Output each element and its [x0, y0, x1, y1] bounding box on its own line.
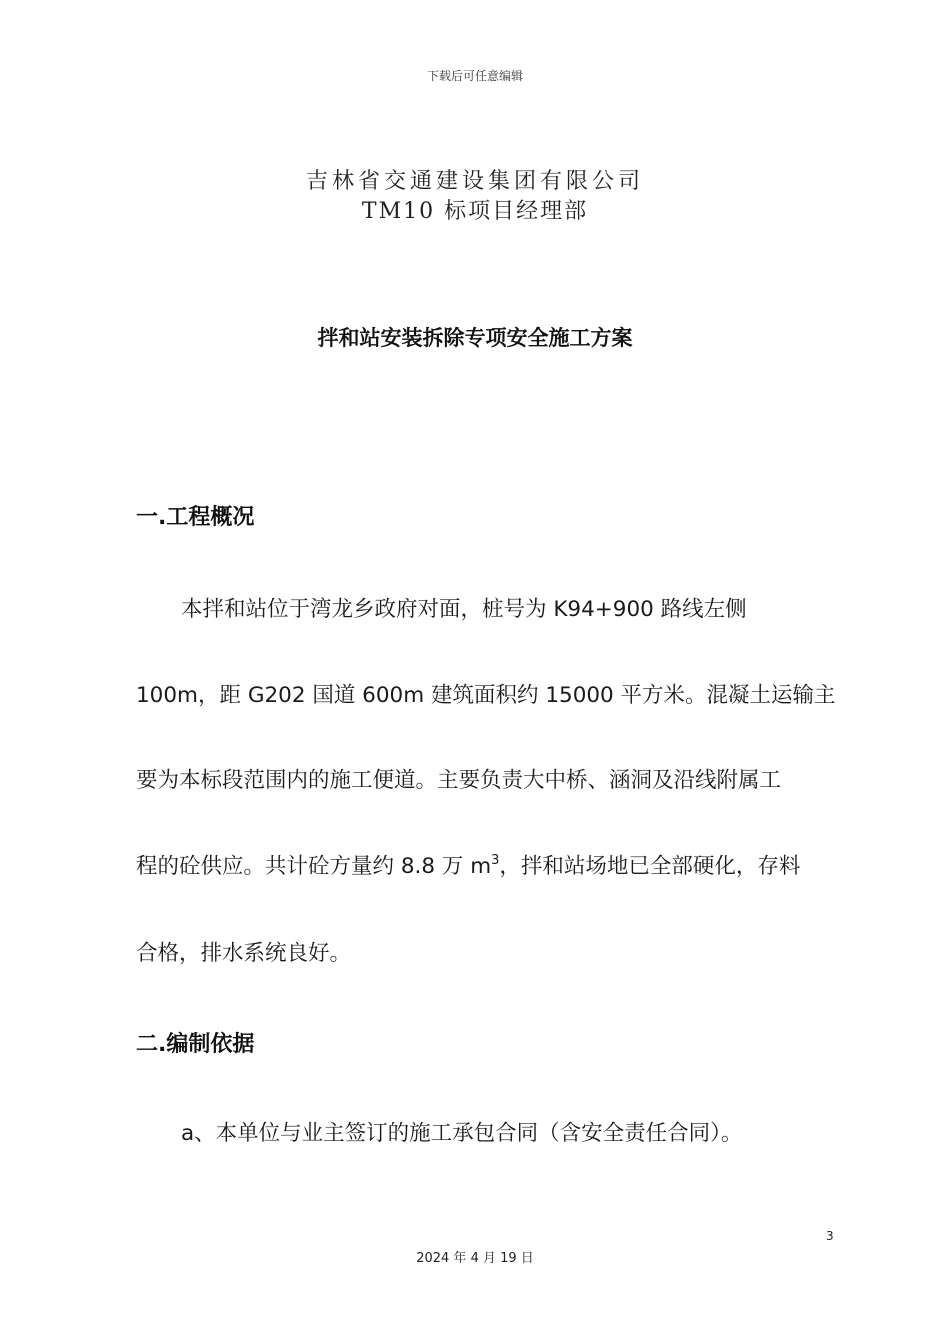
- company-name: 吉林省交通建设集团有限公司: [305, 169, 644, 194]
- paragraph-text: ，拌和站场地已全部硬化，存料: [499, 854, 801, 879]
- superscript-exponent: 3: [491, 853, 500, 868]
- header-note: 下载后可任意编辑: [426, 69, 523, 83]
- section-heading-basis: 二.编制依据: [136, 1032, 255, 1057]
- paragraph-text: 程的砼供应。共计砼方量约 8.8 万 m: [136, 854, 492, 879]
- footer-date: 2024 年 4 月 19 日: [416, 1251, 534, 1266]
- paragraph-line: 要为本标段范围内的施工便道。主要负责大中桥、涵洞及沿线附属工: [136, 768, 782, 793]
- document-title: 拌和站安装拆除专项安全施工方案: [317, 326, 633, 350]
- project-department: TM10 标项目经理部: [361, 199, 589, 224]
- paragraph-line: a、本单位与业主签订的施工承包合同（含安全责任合同）。: [181, 1121, 743, 1146]
- paragraph-line: 100m，距 G202 国道 600m 建筑面积约 15000 平方米。混凝土运输主: [136, 683, 836, 708]
- section-heading-overview: 一.工程概况: [136, 505, 255, 530]
- paragraph-line: 本拌和站位于湾龙乡政府对面，桩号为 K94+900 路线左侧: [181, 597, 747, 622]
- page-number: 3: [826, 1229, 834, 1243]
- paragraph-line: 合格，排水系统良好。: [136, 941, 352, 966]
- paragraph-line: [136, 849, 800, 880]
